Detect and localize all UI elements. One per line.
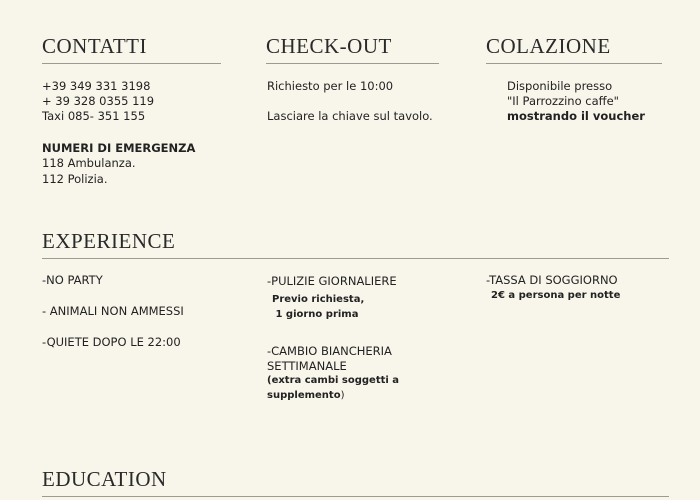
experience-divider xyxy=(42,258,669,259)
education-heading: EDUCATION xyxy=(42,467,167,491)
colazione-line-3: mostrando il voucher xyxy=(507,109,645,123)
tassa-title: -TASSA DI SOGGIORNO xyxy=(486,273,618,287)
contatti-divider xyxy=(42,63,221,64)
cambio-note-2-bold: supplemento xyxy=(267,390,341,401)
rule-quiet-hours: -QUIETE DOPO LE 22:00 xyxy=(42,335,181,349)
cambio-title-2: SETTIMANALE xyxy=(267,359,347,373)
cambio-note-2-end: ) xyxy=(340,390,345,401)
checkout-heading: CHECK-OUT xyxy=(266,34,392,58)
emergency-police: 112 Polizia. xyxy=(42,172,108,186)
tassa-note: 2€ a persona per notte xyxy=(491,290,621,301)
checkout-time: Richiesto per le 10:00 xyxy=(267,79,394,93)
pulizie-title: -PULIZIE GIORNALIERE xyxy=(267,274,397,288)
emergency-heading: NUMERI DI EMERGENZA xyxy=(42,141,196,155)
rule-no-party: -NO PARTY xyxy=(42,273,103,287)
cambio-title-1: -CAMBIO BIANCHERIA xyxy=(267,344,392,358)
checkout-keys: Lasciare la chiave sul tavolo. xyxy=(267,109,433,123)
pulizie-note-2: 1 giorno prima xyxy=(272,309,359,320)
colazione-line-2: "Il Parrozzino caffe" xyxy=(507,94,619,108)
colazione-heading: COLAZIONE xyxy=(486,34,611,58)
phone-number-2: + 39 328 0355 119 xyxy=(42,94,155,108)
cambio-note-1: (extra cambi soggetti a xyxy=(267,375,400,386)
taxi-number: Taxi 085- 351 155 xyxy=(42,109,146,123)
phone-number-1: +39 349 331 3198 xyxy=(42,79,151,93)
colazione-line-1: Disponibile presso xyxy=(507,79,613,93)
experience-heading: EXPERIENCE xyxy=(42,229,176,253)
pulizie-note-1: Previo richiesta, xyxy=(272,294,365,305)
rule-no-animals: - ANIMALI NON AMMESSI xyxy=(42,304,184,318)
emergency-ambulance: 118 Ambulanza. xyxy=(42,156,136,170)
contatti-heading: CONTATTI xyxy=(42,34,147,58)
cambio-note-2 xyxy=(267,389,344,403)
colazione-divider xyxy=(486,63,662,64)
education-divider xyxy=(42,496,669,497)
checkout-divider xyxy=(266,63,439,64)
